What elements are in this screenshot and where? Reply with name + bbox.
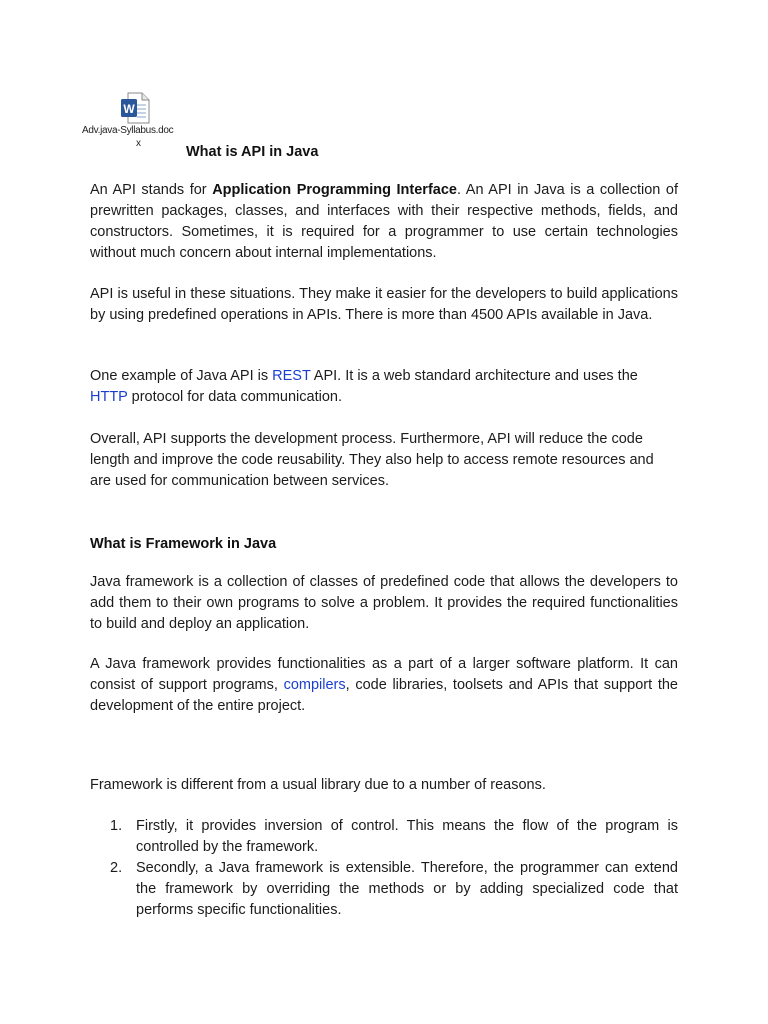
api-term-bold: Application Programming Interface [212,182,457,198]
compilers-link[interactable]: compilers [283,677,346,693]
api-paragraph-4: Overall, API supports the development process. Furthermore, API will reduce the code length and improve the code reusability. They also help to access remote resources and are used for communication between services. [90,431,654,489]
list-item-text: Firstly, it provides inversion of control. This means the flow of the program is controlled by the framework. [136,818,678,855]
list-item-number: 1. [110,818,123,834]
framework-paragraph-2: A Java framework provides functionalities as a part of a larger software platform. It can consist of support programs, compilers, code libraries, toolsets and APIs that support the development of the entire project. [90,656,678,714]
framework-paragraph-1: Java framework is a collection of classes of predefined code that allows the developers to add them to their own programs to solve a problem. It provides the required functionalities to build and deploy an application. [90,574,678,632]
api-section-title: What is API in Java [186,144,319,160]
attachment-filename: Adv.java-Syllabus.doc [82,125,174,136]
attachment-filename-continued: x [136,138,141,149]
api-paragraph-2: API is useful in these situations. They make it easier for the developers to build applications by using predefined operations in APIs. There is more than 4500 APIs available in Java. [90,286,678,323]
framework-paragraph-3: Framework is different from a usual library due to a number of reasons. [90,777,546,793]
api-paragraph-1: An API stands for Application Programming Interface. An API in Java is a collection of prewritten packages, classes, and interfaces with their respective methods, fields, and constructors. Sometimes, it is required for a programmer to use certain technologies without much concern about internal implementations. [90,182,678,261]
embedded-attachment[interactable] [82,92,188,149]
rest-link[interactable]: REST [272,368,311,384]
list-item-text: Secondly, a Java framework is extensible. Therefore, the programmer can extend the framework by overriding the methods or by adding specialized code that performs specific functionalities. [136,860,678,918]
word-document-icon[interactable] [120,92,150,124]
list-item [90,816,678,858]
list-item-number: 2. [110,860,123,876]
svg-text:W: W [123,102,135,116]
framework-section-title: What is Framework in Java [90,536,277,552]
api-paragraph-3: One example of Java API is REST API. It is a web standard architecture and uses the HTTP protocol for data communication. [90,368,638,405]
list-item [90,858,678,921]
http-link[interactable]: HTTP [90,389,128,405]
framework-reasons-list [90,816,678,921]
